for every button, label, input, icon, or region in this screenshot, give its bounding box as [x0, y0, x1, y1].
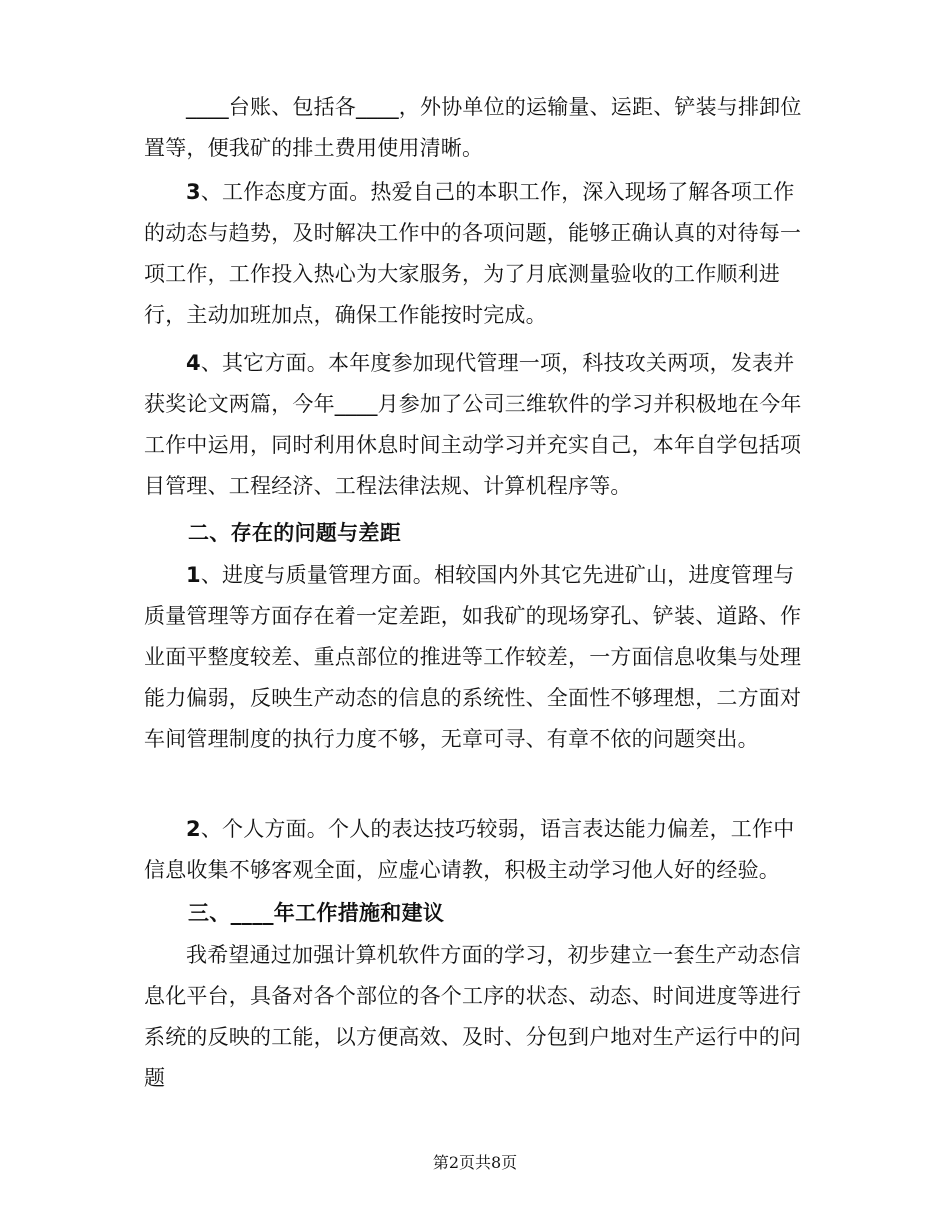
section-heading-problems: 二、存在的问题与差距 — [188, 521, 401, 545]
item-number: 3 — [186, 180, 201, 204]
paragraph-progress-quality — [144, 555, 809, 760]
paragraph-ledger-text: ____台账、包括各____，外协单位的运输量、运距、铲装与排卸位置等，便我矿的排土费用使用清晰。 — [144, 95, 802, 160]
paragraph-other-aspects — [144, 343, 809, 507]
paragraph-measures-text: 我希望通过加强计算机软件方面的学习，初步建立一套生产动态信息化平台，具备对各个部位的各个工序的状态、动态、时间进度等进行系统的反映的工能，以方便高效、及时、分包到户地对生产运行中的问题 — [144, 943, 802, 1090]
item-number: 4 — [186, 351, 201, 375]
item-number: 1 — [186, 563, 201, 587]
page-number-footer: 第2页共8页 — [432, 1153, 518, 1172]
paragraph-work-attitude — [144, 172, 809, 336]
paragraph-measures — [144, 935, 809, 1099]
paragraph-ledger — [144, 87, 809, 169]
paragraph-progress-quality-text: 、进度与质量管理方面。相较国内外其它先进矿山，进度管理与质量管理等方面存在着一定差距，如我矿的现场穿孔、铲装、道路、作业面平整度较差、重点部位的推进等工作较差，一方面信息收集与处理能力偏弱，反映生产动态的信息的系统性、全面性不够理想，二方面对车间管理制度的执行力度不够，无章可寻、有章不依的问题突出。 — [144, 563, 802, 751]
paragraph-work-attitude-text: 、工作态度方面。热爱自己的本职工作，深入现场了解各项工作的动态与趋势，及时解决工作中的各项问题，能够正确认真的对待每一项工作，工作投入热心为大家服务，为了月底测量验收的工作顺利进行，主动加班加点，确保工作能按时完成。 — [144, 180, 802, 327]
section-heading-measures: 三、____年工作措施和建议 — [188, 901, 445, 925]
paragraph-other-aspects-text: 、其它方面。本年度参加现代管理一项，科技攻关两项，发表并获奖论文两篇，今年____月参加了公司三维软件的学习并积极地在今年工作中运用，同时利用休息时间主动学习并充实自己，本年自学包括项目管理、工程经济、工程法律法规、计算机程序等。 — [144, 351, 802, 498]
item-number: 2 — [186, 817, 201, 841]
paragraph-personal-text: 、个人方面。个人的表达技巧较弱，语言表达能力偏差，工作中信息收集不够客观全面，应虚心请教，积极主动学习他人好的经验。 — [144, 817, 795, 882]
paragraph-personal — [144, 809, 809, 891]
